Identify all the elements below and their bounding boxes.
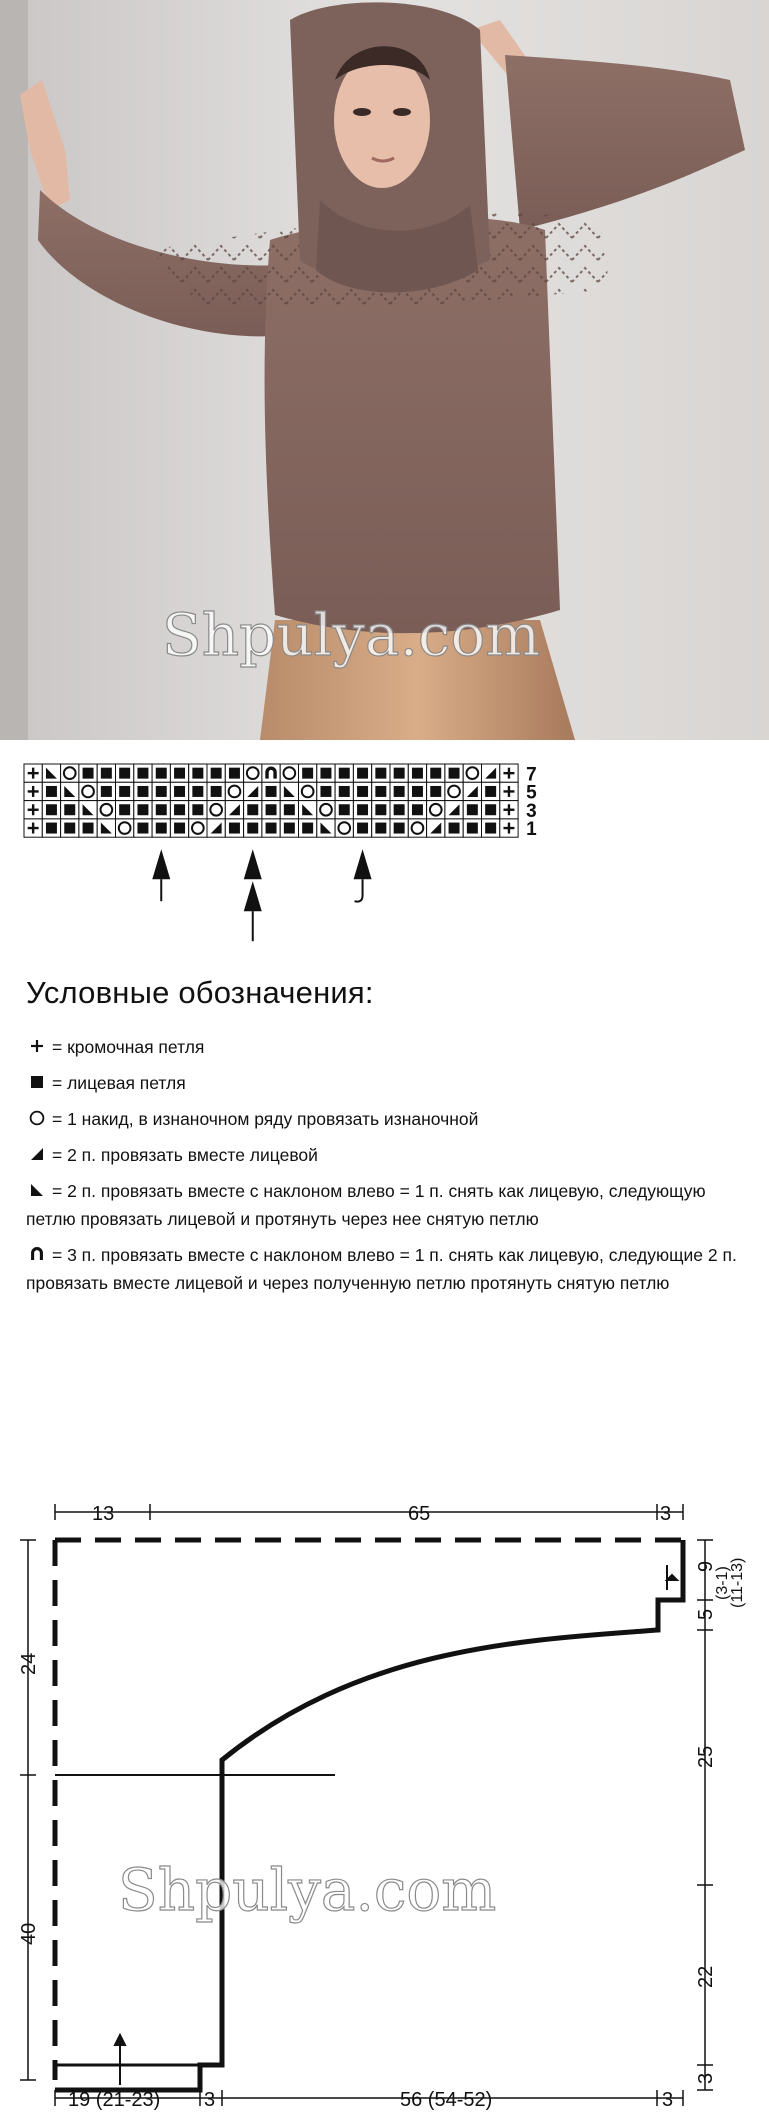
legend-item-text: = 3 п. провязать вместе с наклоном влево = 1 п. снять как лицевую, следующие 2 п. провязать вместе лицевой и через полученную петлю протянуть снятую петлю — [26, 1245, 737, 1293]
chart-arrow-hook — [354, 849, 372, 901]
legend-symbol-icon — [26, 1036, 48, 1056]
legend-item-text: = кромочная петля — [52, 1037, 205, 1057]
chart-symbol-k — [430, 786, 441, 797]
legend-item-text: = 1 накид, в изнаночном ряду провязать изнаночной — [52, 1109, 479, 1129]
chart-symbol-k — [430, 768, 441, 779]
dim-bottom-3b: 3 — [662, 2089, 674, 2111]
chart-symbol-k — [449, 823, 460, 834]
chart-cell — [61, 782, 79, 800]
chart-symbol-k — [101, 786, 112, 797]
dim-right-3: 3 — [695, 2072, 717, 2084]
chart-cell — [463, 782, 481, 800]
chart-symbol-k — [375, 786, 386, 797]
dim-bottom-19: 19 (21-23) — [68, 2089, 161, 2111]
chart-symbol-k — [357, 786, 368, 797]
chart-symbol-k — [375, 804, 386, 815]
lace-chart — [0, 740, 769, 960]
chart-symbol-k — [394, 786, 405, 797]
dim-right-22: 22 — [695, 1965, 717, 1988]
legend-symbol-icon — [26, 1180, 48, 1200]
legend-symbol-icon — [26, 1244, 48, 1264]
chart-symbol-k — [174, 786, 185, 797]
legend-glyph-+ — [31, 1040, 43, 1052]
legend-item-k — [26, 1069, 746, 1097]
chart-symbol-k — [137, 823, 148, 834]
chart-symbol-k — [119, 786, 130, 797]
chart-symbol-k — [339, 804, 350, 815]
legend-item-+ — [26, 1033, 746, 1061]
chart-grid — [24, 764, 518, 837]
chart-symbol-k — [137, 786, 148, 797]
chart-symbol-k — [119, 768, 130, 779]
chart-symbol-k — [156, 768, 167, 779]
chart-symbol-k — [83, 768, 94, 779]
chart-symbol-k — [247, 823, 258, 834]
chart-symbol-k — [192, 768, 203, 779]
dim-right-3-1: (3-1) — [714, 1566, 731, 1600]
chart-symbol-k — [375, 823, 386, 834]
chart-symbol-k — [211, 786, 222, 797]
legend-item-s3 — [26, 1241, 746, 1297]
pattern-schema — [0, 1490, 769, 2115]
dim-top-65: 65 — [408, 1503, 431, 1525]
chart-symbol-k — [449, 768, 460, 779]
chart-symbol-k — [156, 786, 167, 797]
model-photo — [0, 0, 769, 740]
chart-symbol-k — [229, 768, 240, 779]
chart-symbol-k — [229, 823, 240, 834]
legend-item-text: = 2 п. провязать вместе с наклоном влево = 1 п. снять как лицевую, следующую петлю провязать лицевой и протянуть через нее снятую петлю — [26, 1181, 706, 1229]
legend-items — [26, 1033, 746, 1297]
chart-symbol-k — [266, 804, 277, 815]
chart-cell — [445, 801, 463, 819]
chart-symbol-k — [394, 823, 405, 834]
chart-symbol-k — [247, 804, 258, 815]
chart-symbol-k — [485, 804, 496, 815]
chart-arrow-double — [244, 849, 262, 941]
chart-symbol-k — [467, 804, 478, 815]
chart-symbol-k — [192, 804, 203, 815]
legend-glyph-k — [31, 1076, 43, 1088]
chart-cell — [280, 782, 298, 800]
chart-symbol-k — [64, 804, 75, 815]
chart-arrow-single — [152, 849, 170, 901]
chart-symbol-k — [302, 823, 313, 834]
chart-symbol-k — [174, 823, 185, 834]
dim-right-11-13: (11-13) — [729, 1557, 746, 1608]
legend-item-text: = лицевая петля — [52, 1073, 186, 1093]
chart-symbol-k — [174, 768, 185, 779]
chart-symbol-k — [320, 768, 331, 779]
chart-symbol-k — [339, 786, 350, 797]
chart-symbol-k — [266, 786, 277, 797]
chart-symbol-k — [467, 823, 478, 834]
legend-symbol-icon — [26, 1108, 48, 1128]
chart-symbol-k — [46, 823, 57, 834]
legend-glyph-yo — [31, 1112, 44, 1125]
chart-row-label: 1 — [526, 819, 537, 841]
schema-outline — [55, 1540, 683, 2090]
chart-row-label: 5 — [526, 782, 537, 804]
dim-top-13: 13 — [92, 1503, 115, 1525]
chart-row-labels — [526, 764, 537, 840]
chart-symbol-k — [485, 823, 496, 834]
chart-symbol-k — [412, 786, 423, 797]
dim-top-3: 3 — [660, 1503, 672, 1525]
chart-arrows — [152, 849, 371, 941]
photo-watermark: Shpulya.com — [162, 601, 541, 669]
chart-symbol-k — [357, 804, 368, 815]
dim-left-24: 24 — [18, 1652, 40, 1675]
chart-symbol-k — [192, 786, 203, 797]
chart-cell — [244, 782, 262, 800]
dim-bottom-3a: 3 — [204, 2089, 216, 2111]
chart-symbol-k — [412, 768, 423, 779]
chart-symbol-k — [46, 804, 57, 815]
legend — [26, 975, 746, 1305]
chart-symbol-k — [320, 786, 331, 797]
dim-right-9: 9 — [695, 1560, 717, 1572]
chart-symbol-k — [101, 768, 112, 779]
chart-symbol-k — [375, 768, 386, 779]
chart-symbol-k — [302, 768, 313, 779]
schema-watermark: Shpulya.com — [118, 1856, 497, 1924]
chart-symbol-k — [394, 768, 405, 779]
chart-symbol-k — [412, 804, 423, 815]
chart-row-label: 7 — [526, 764, 537, 786]
legend-glyph-ssk — [31, 1184, 43, 1196]
chart-symbol-k — [119, 804, 130, 815]
legend-glyph-s3 — [33, 1249, 42, 1260]
dim-right-25: 25 — [695, 1745, 717, 1768]
dim-left-40: 40 — [18, 1922, 40, 1945]
chart-symbol-k — [357, 768, 368, 779]
chart-symbol-k — [485, 786, 496, 797]
chart-symbol-k — [156, 804, 167, 815]
chart-symbol-k — [156, 823, 167, 834]
legend-item-ssk — [26, 1177, 746, 1233]
chart-symbol-k — [211, 768, 222, 779]
chart-symbol-k — [83, 823, 94, 834]
legend-title: Условные обозначения: — [26, 975, 374, 1010]
schema-arrows — [115, 1565, 677, 2085]
chart-symbol-k — [266, 823, 277, 834]
chart-symbol-k — [137, 768, 148, 779]
chart-symbol-k — [137, 804, 148, 815]
chart-symbol-k — [284, 804, 295, 815]
legend-symbol-icon — [26, 1144, 48, 1164]
chart-symbol-k — [64, 823, 75, 834]
chart-symbol-k — [284, 823, 295, 834]
chart-cell — [79, 801, 97, 819]
legend-symbol-icon — [26, 1072, 48, 1092]
chart-symbol-k — [394, 804, 405, 815]
chart-symbol-k — [46, 786, 57, 797]
chart-symbol-k — [357, 823, 368, 834]
legend-glyph-k2 — [31, 1148, 43, 1160]
chart-symbol-k — [174, 804, 185, 815]
chart-row-label: 3 — [526, 800, 537, 822]
chart-symbol-k — [339, 768, 350, 779]
dim-right-5: 5 — [695, 1608, 717, 1620]
legend-item-text: = 2 п. провязать вместе лицевой — [52, 1145, 318, 1165]
legend-item-k2 — [26, 1141, 746, 1169]
dimension-lines — [20, 1504, 713, 2106]
dim-bottom-56: 56 (54-52) — [400, 2089, 493, 2111]
legend-item-yo — [26, 1105, 746, 1133]
